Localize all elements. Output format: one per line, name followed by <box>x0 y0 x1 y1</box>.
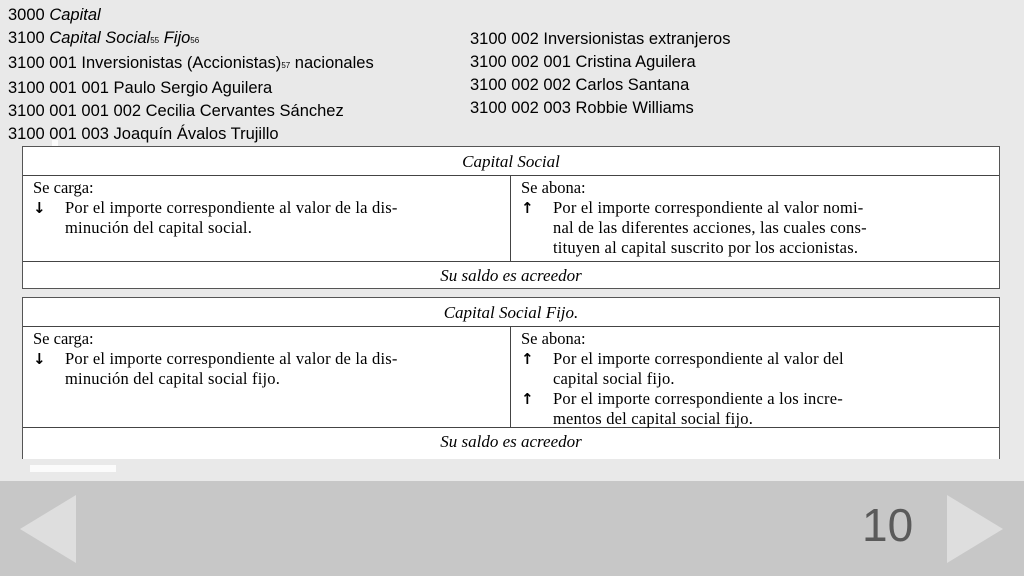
table-columns <box>23 176 999 262</box>
arrow-up-icon: ↑ <box>521 350 534 368</box>
entry-line: capital social fijo. <box>553 369 675 388</box>
account-line <box>8 27 374 52</box>
account-line: 3100 001 001 002 Cecilia Cervantes Sánchez <box>8 102 344 120</box>
credit-column <box>511 327 999 427</box>
debit-column <box>23 327 511 427</box>
triangle-right-icon[interactable] <box>947 495 1003 563</box>
arrow-down-icon: ↓ <box>33 199 46 217</box>
account-line: 3100 002 001 Cristina Aguilera <box>470 53 696 71</box>
table-title: Capital Social <box>23 147 999 176</box>
entry-line: Por el importe correspondiente al valor de la dis- <box>65 198 398 217</box>
arrow-down-icon: ↓ <box>33 350 46 368</box>
entry-line: nal de las diferentes acciones, las cuales cons- <box>553 218 867 237</box>
entry-line: minución del capital social. <box>65 218 253 237</box>
account-line <box>8 52 374 77</box>
debit-column <box>23 176 511 261</box>
table-footer: Su saldo es acreedor <box>440 266 582 285</box>
credit-entry <box>521 349 999 389</box>
account-line: 3100 002 002 Carlos Santana <box>470 76 690 94</box>
capital-social-table <box>22 146 1000 289</box>
footnote-ref: 57 <box>281 61 291 70</box>
credit-heading: Se abona: <box>521 178 586 197</box>
table-title: Capital Social Fijo. <box>23 298 999 327</box>
entry-line: mentos del capital social fijo. <box>553 409 754 428</box>
page-number: 10 <box>862 499 914 551</box>
account-line: 3100 002 003 Robbie Williams <box>470 99 694 117</box>
entry-line: Por el importe correspondiente al valor nomi- <box>553 198 864 217</box>
arrow-up-icon: ↑ <box>521 199 534 217</box>
triangle-left-icon[interactable] <box>20 495 76 563</box>
credit-entry <box>521 198 999 258</box>
account-code: 3100 <box>8 29 45 47</box>
footnote-ref: 55 <box>150 36 160 45</box>
account-name: Capital Social <box>49 29 151 47</box>
account-line <box>8 4 374 27</box>
account-code: 3000 <box>8 6 45 24</box>
debit-entry <box>33 349 510 389</box>
account-line: 3100 001 001 Paulo Sergio Aguilera <box>8 79 273 97</box>
entry-line: minución del capital social fijo. <box>65 369 281 388</box>
credit-column <box>511 176 999 261</box>
account-line: 3100 001 003 Joaquín Ávalos Trujillo <box>8 125 279 143</box>
debit-entry <box>33 198 510 238</box>
credit-heading: Se abona: <box>521 329 586 348</box>
account-name: Capital <box>49 6 101 24</box>
entry-line: Por el importe correspondiente a los incre- <box>553 389 843 408</box>
table-columns <box>23 327 999 428</box>
capital-social-fijo-table <box>22 297 1000 459</box>
table-footer: Su saldo es acreedor <box>440 432 582 451</box>
account-list-right <box>470 28 731 120</box>
account-line: 3100 002 Inversionistas extranjeros <box>470 30 731 48</box>
debit-heading: Se carga: <box>33 329 94 348</box>
entry-line: Por el importe correspondiente al valor del <box>553 349 844 368</box>
account-text: nacionales <box>290 54 374 72</box>
credit-entry <box>521 389 999 429</box>
entry-line: tituyen al capital suscrito por los accionistas. <box>553 238 859 257</box>
entry-line: Por el importe correspondiente al valor de la dis- <box>65 349 398 368</box>
arrow-up-icon: ↑ <box>521 390 534 408</box>
debit-heading: Se carga: <box>33 178 94 197</box>
account-list-left <box>8 4 374 146</box>
account-text: 3100 001 Inversionistas (Accionistas) <box>8 54 282 72</box>
account-name: Fijo <box>163 29 191 47</box>
footnote-ref: 56 <box>190 36 200 45</box>
